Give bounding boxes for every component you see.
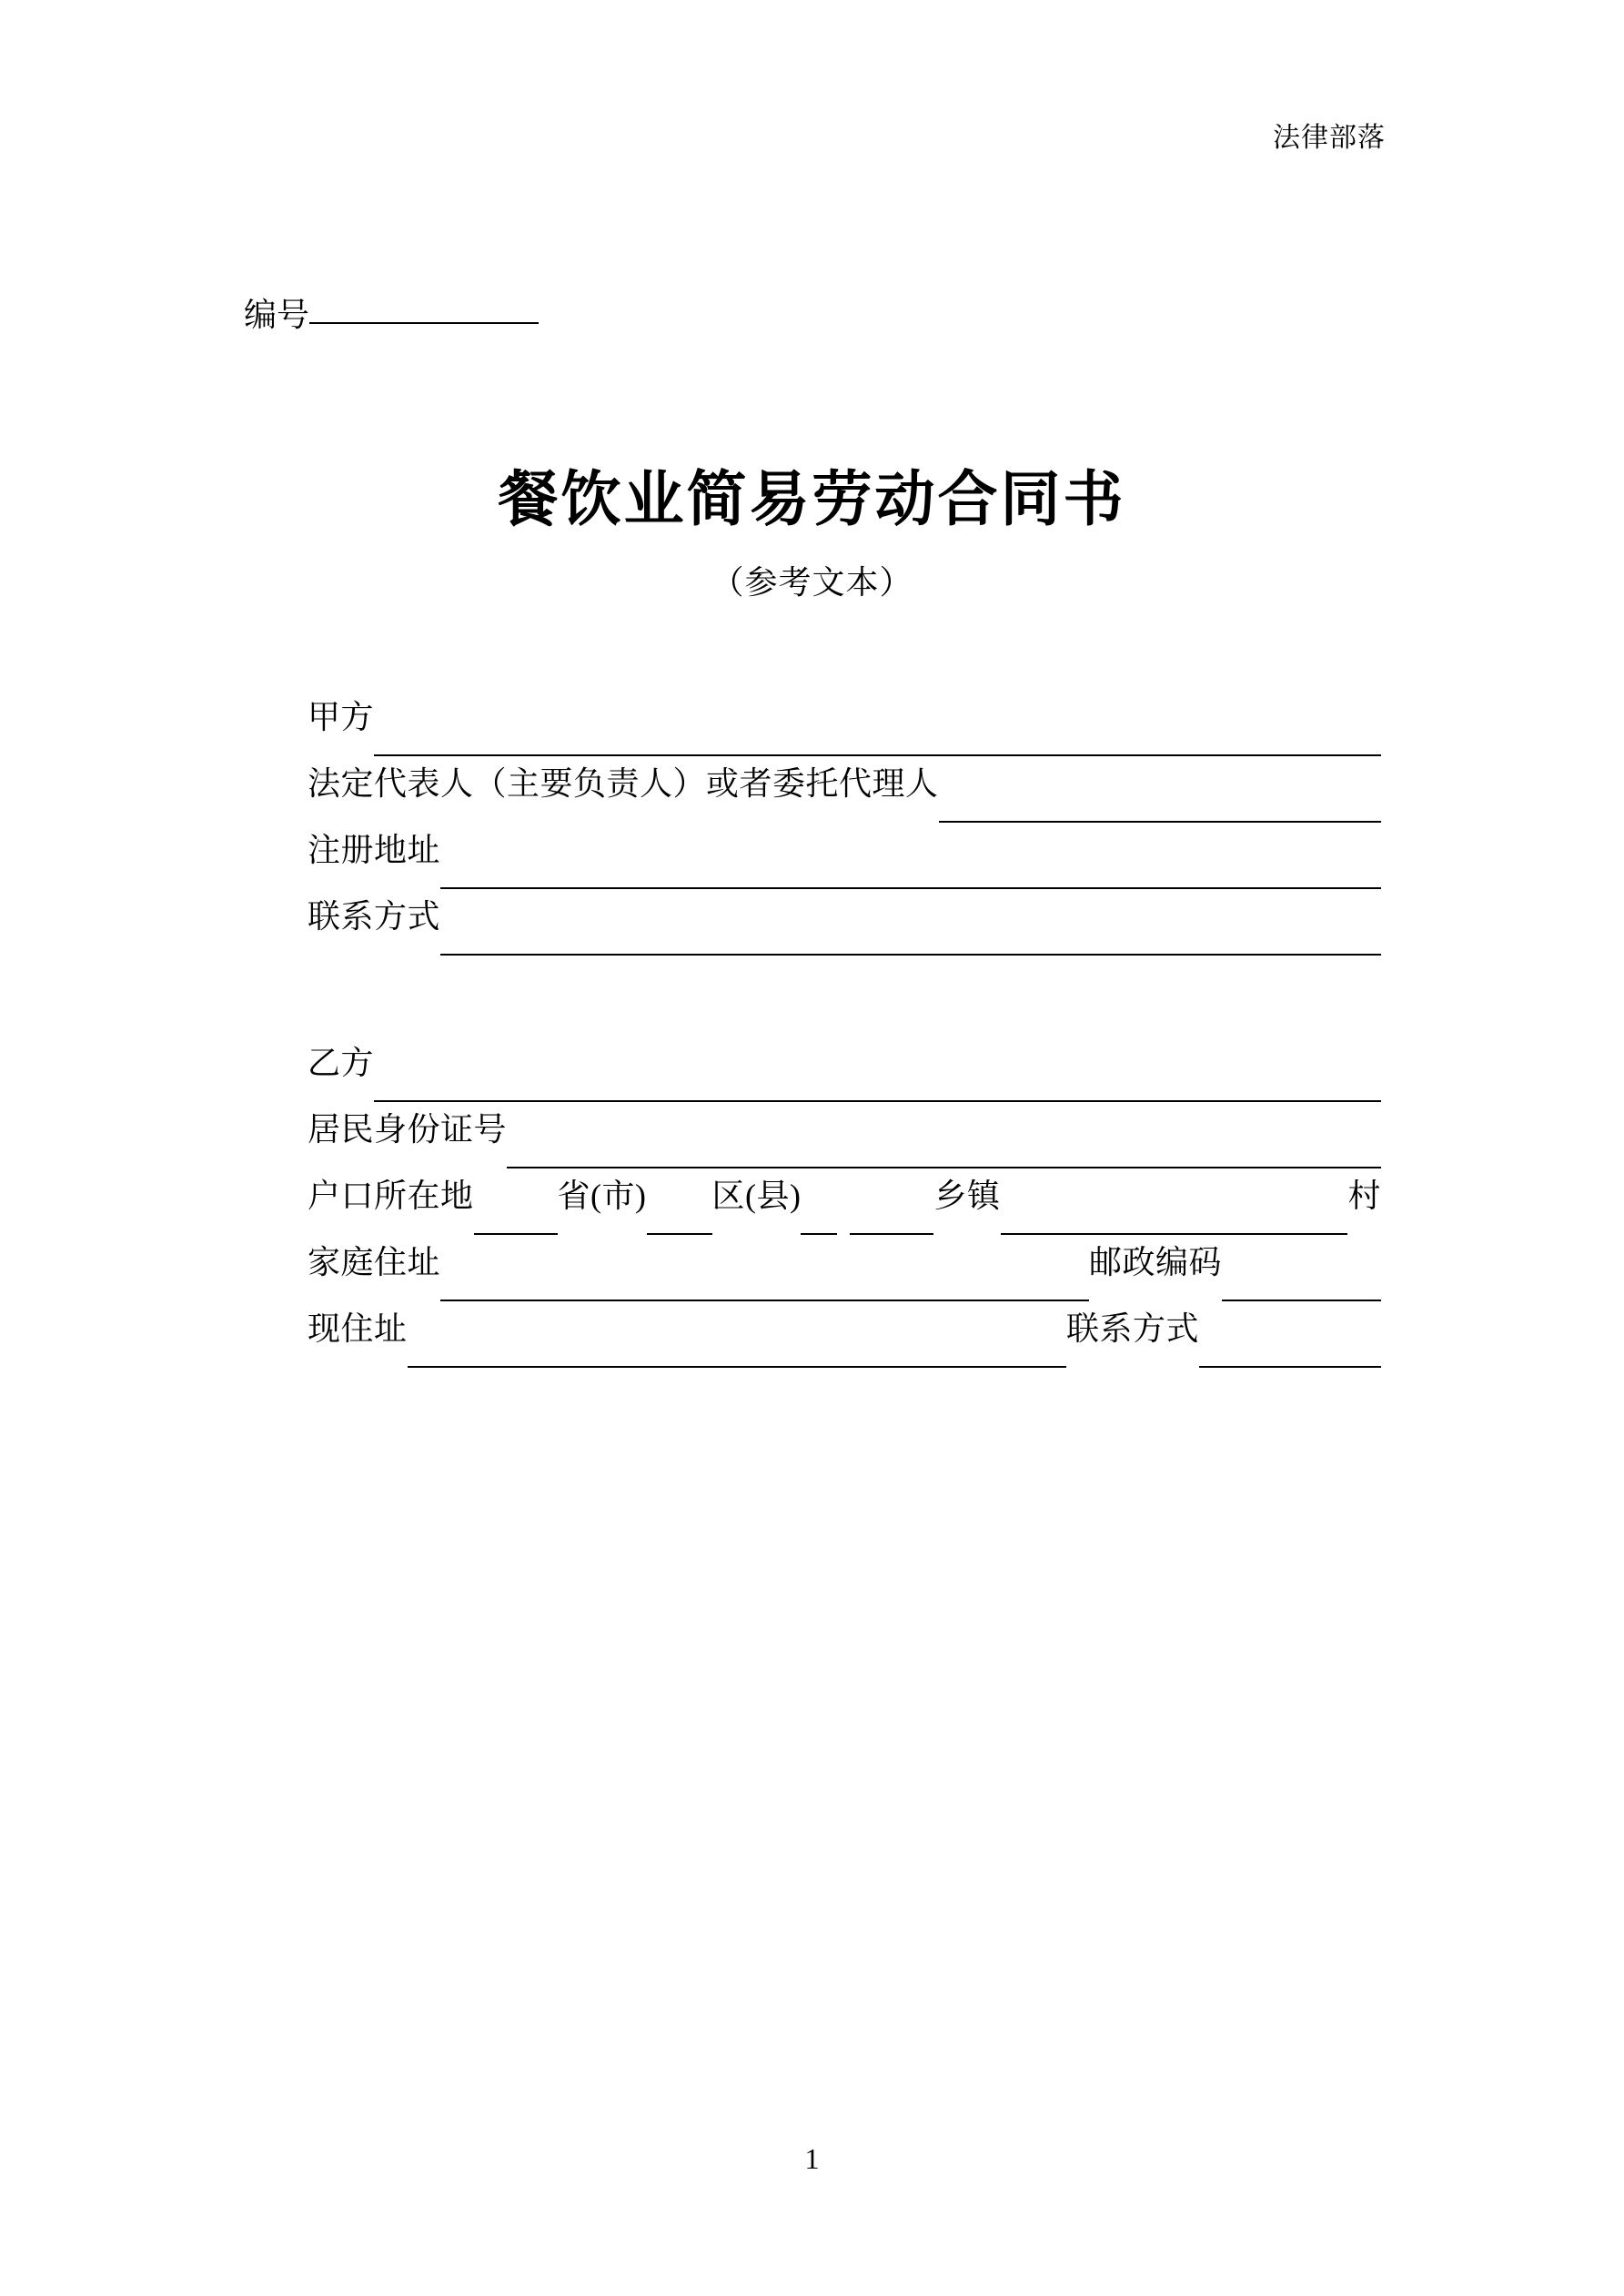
field-blank[interactable] bbox=[440, 954, 1381, 956]
field-label: 甲方 bbox=[308, 699, 375, 735]
field-blank[interactable] bbox=[939, 821, 1381, 823]
page-number: 1 bbox=[804, 2142, 820, 2175]
party-b-block bbox=[308, 1047, 1381, 1379]
field-label-contact: 联系方式 bbox=[1065, 1310, 1199, 1347]
field-blank-town[interactable] bbox=[850, 1233, 933, 1235]
document-number-label: 编号 bbox=[244, 297, 310, 333]
field-blank-contact[interactable] bbox=[1199, 1366, 1381, 1368]
field-party-b-household bbox=[308, 1179, 1381, 1246]
field-party-b-home-address bbox=[308, 1246, 1381, 1312]
field-blank-village[interactable] bbox=[1001, 1233, 1348, 1235]
field-party-b-id-number bbox=[308, 1113, 1381, 1179]
document-number-blank[interactable] bbox=[309, 322, 539, 324]
field-blank-district[interactable] bbox=[647, 1233, 712, 1235]
field-party-b-current-address bbox=[308, 1312, 1381, 1379]
field-label: 居民身份证号 bbox=[308, 1111, 508, 1148]
field-unit-province: 省(市) bbox=[557, 1178, 647, 1214]
document-header-watermark: 法律部落 bbox=[1273, 123, 1386, 153]
field-label: 乙方 bbox=[308, 1045, 375, 1081]
field-label: 联系方式 bbox=[308, 898, 441, 935]
field-label: 现住址 bbox=[308, 1310, 408, 1347]
document-number-line bbox=[244, 289, 539, 336]
field-party-a-contact bbox=[308, 900, 1381, 966]
page-title: 餐饮业简易劳动合同书 bbox=[498, 465, 1126, 532]
field-blank-postcode[interactable] bbox=[1222, 1300, 1381, 1301]
page-subtitle: （参考文本） bbox=[711, 564, 913, 601]
field-blank[interactable] bbox=[507, 1167, 1381, 1168]
field-label: 注册地址 bbox=[308, 832, 441, 868]
field-blank[interactable] bbox=[440, 887, 1381, 889]
field-blank[interactable] bbox=[374, 754, 1381, 756]
field-party-a-registered-address bbox=[308, 834, 1381, 900]
field-blank-home-address[interactable] bbox=[440, 1300, 1089, 1301]
field-unit-district: 区(县) bbox=[711, 1178, 802, 1214]
field-unit-town: 乡镇 bbox=[933, 1178, 1001, 1214]
field-blank-province[interactable] bbox=[474, 1233, 558, 1235]
field-party-a-name bbox=[308, 701, 1381, 767]
field-label: 家庭住址 bbox=[308, 1244, 441, 1280]
field-label: 户口所在地 bbox=[308, 1178, 474, 1214]
field-label-postcode: 邮政编码 bbox=[1088, 1244, 1222, 1280]
field-blank-current-address[interactable] bbox=[408, 1366, 1066, 1368]
party-a-block bbox=[308, 701, 1381, 966]
field-party-a-legal-rep bbox=[308, 767, 1381, 834]
field-blank[interactable] bbox=[374, 1100, 1381, 1102]
field-unit-village: 村 bbox=[1347, 1178, 1381, 1214]
field-label: 法定代表人（主要负责人）或者委托代理人 bbox=[308, 765, 939, 802]
field-blank-extra[interactable] bbox=[801, 1233, 837, 1235]
field-party-b-name bbox=[308, 1047, 1381, 1113]
